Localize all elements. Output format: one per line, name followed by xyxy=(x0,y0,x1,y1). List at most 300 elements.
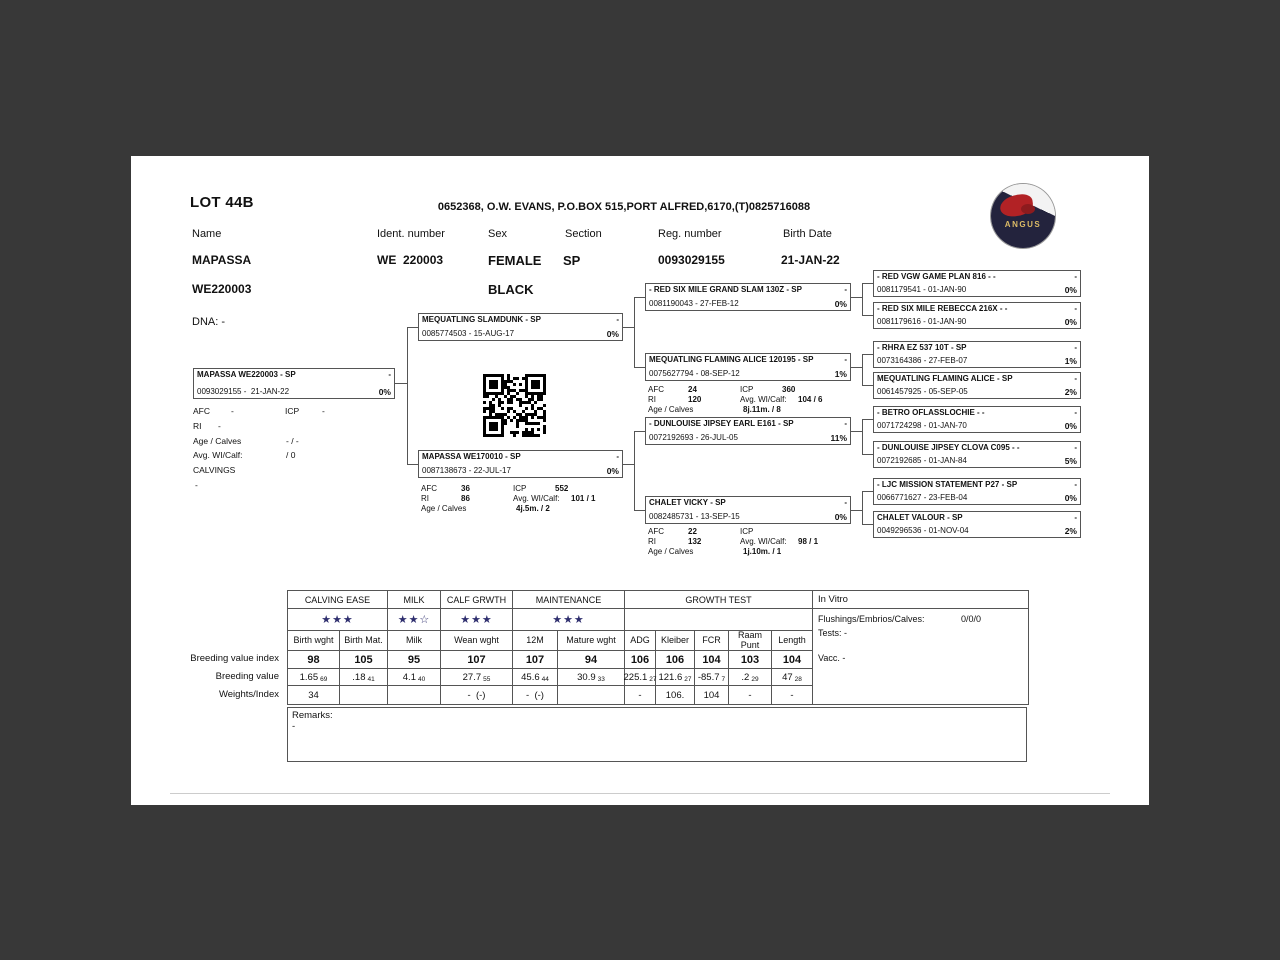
span-el: Age / Calves xyxy=(648,405,694,414)
span-el: 4.1 xyxy=(402,671,416,683)
rect-el xyxy=(516,392,519,395)
pedigree-connector xyxy=(407,464,418,465)
rect-el xyxy=(492,404,495,407)
rect-el xyxy=(525,395,528,398)
dash: - xyxy=(1074,272,1077,281)
rect-el xyxy=(483,401,486,404)
section-label: Section xyxy=(565,228,602,240)
span-el: 107 xyxy=(525,653,545,666)
box-title-row xyxy=(877,408,1077,418)
span-el: Kleiber xyxy=(660,634,689,645)
pedigree-connector xyxy=(862,491,863,524)
span-el: 36 xyxy=(461,484,470,493)
rect-el xyxy=(543,425,546,428)
rect-el xyxy=(489,404,492,407)
reg-value: 0093029155 xyxy=(658,253,725,267)
pedigree-box-ggp-3 xyxy=(873,341,1081,368)
span-el: 34 xyxy=(308,689,319,701)
flushings-line xyxy=(818,614,1023,624)
dash: - xyxy=(1074,408,1077,417)
rect-el xyxy=(531,422,534,425)
rect-el xyxy=(498,413,501,416)
box-detail-row xyxy=(877,421,1077,431)
rect-el xyxy=(534,410,537,413)
pedigree-connector xyxy=(634,510,645,511)
rect-el xyxy=(525,407,528,410)
dash: - xyxy=(1074,343,1077,352)
stars-calving-ease xyxy=(288,609,388,631)
rect-el xyxy=(525,413,528,416)
rect-el xyxy=(519,389,522,392)
birth-label: Birth Date xyxy=(783,228,832,240)
animal-name: MEQUATLING FLAMING ALICE - SP xyxy=(877,374,1013,383)
rect-el xyxy=(507,386,510,389)
breeding-value-index-cell xyxy=(513,651,558,669)
rect-el xyxy=(513,410,516,413)
span-el: RI xyxy=(648,395,656,404)
box-title-row xyxy=(197,370,391,380)
rect-el xyxy=(504,395,507,398)
rect-el xyxy=(504,386,507,389)
reg-and-date: 0072192685 - 01-JAN-84 xyxy=(877,455,967,465)
box-title-row xyxy=(649,419,847,429)
dash: - xyxy=(1074,374,1077,383)
pedigree-connector xyxy=(623,464,634,465)
pedigree-connector xyxy=(862,419,873,420)
dash: - xyxy=(616,452,619,461)
rect-el xyxy=(507,389,510,392)
dna-line: DNA: - xyxy=(192,316,225,328)
breeding-value-index-cell xyxy=(558,651,625,669)
inbreeding-percent: 0% xyxy=(1064,316,1077,327)
rect-el xyxy=(489,422,498,431)
inbreeding-percent: 0% xyxy=(1064,492,1077,503)
column-header xyxy=(340,631,388,651)
rect-el xyxy=(525,419,528,422)
rect-el xyxy=(510,419,513,422)
rect-el xyxy=(528,398,531,401)
remarks-label: Remarks: xyxy=(292,710,333,721)
pedigree-box-ggp-5 xyxy=(873,406,1081,433)
span-el: 7 xyxy=(721,675,726,683)
breeding-value-cell xyxy=(340,669,388,686)
span-el: ★★★ xyxy=(321,614,354,626)
breeding-value-index-cell xyxy=(441,651,513,669)
rect-el xyxy=(507,416,510,419)
box-title-row xyxy=(649,285,847,295)
span-el: RI xyxy=(193,420,202,431)
span-el: 1j.10m. / 1 xyxy=(743,547,782,556)
rect-el xyxy=(507,407,510,410)
rect-el xyxy=(513,383,516,386)
animal-name: - RHRA EZ 537 10T - SP xyxy=(877,343,967,352)
divider-line xyxy=(170,793,1110,794)
pedigree-connector xyxy=(395,383,407,384)
rect-el xyxy=(525,428,528,431)
span-el: 106. xyxy=(665,689,685,701)
reg-and-date: 0082485731 - 13-SEP-15 xyxy=(649,511,740,521)
rect-el xyxy=(534,413,537,416)
span-el: 44 xyxy=(541,675,549,683)
pedigree-connector xyxy=(862,419,863,454)
stat-row xyxy=(648,537,818,547)
span-el: - xyxy=(218,420,221,431)
span-el: RI xyxy=(421,494,429,503)
rect-el xyxy=(534,401,537,404)
subject-stats xyxy=(193,406,325,495)
span-el: - xyxy=(790,689,794,701)
reg-and-date: 0066771627 - 23-FEB-04 xyxy=(877,492,968,502)
rect-el xyxy=(504,413,507,416)
span-el: 120 xyxy=(688,395,702,404)
inbreeding-percent: 0% xyxy=(606,328,619,339)
rect-el xyxy=(498,404,501,407)
inbreeding-percent: 0% xyxy=(834,298,847,309)
stat-row xyxy=(193,450,325,465)
span-el: Raam Punt xyxy=(737,631,762,650)
span-el: 552 xyxy=(555,484,569,493)
breeding-value-index-cell xyxy=(656,651,695,669)
animal-name: - RED SIX MILE GRAND SLAM 130Z - SP xyxy=(649,285,802,294)
qr-code xyxy=(483,374,546,437)
span-el: 27 xyxy=(684,675,692,683)
rect-el xyxy=(522,419,525,422)
pedigree-connector xyxy=(862,354,873,355)
reg-and-date: 0071724298 - 01-JAN-70 xyxy=(877,420,967,430)
remarks-box xyxy=(287,707,1027,762)
rect-el xyxy=(540,398,543,401)
rect-el xyxy=(486,407,489,410)
rect-el xyxy=(531,413,534,416)
rect-el xyxy=(516,422,519,425)
rect-el xyxy=(516,377,519,380)
weights-index-cell xyxy=(388,686,441,704)
pedigree-connector xyxy=(851,367,862,368)
weights-index-cell xyxy=(625,686,656,704)
pedigree-connector xyxy=(862,283,873,284)
span-el: RI xyxy=(648,537,656,546)
span-el: 24 xyxy=(688,385,697,394)
breeding-value-cell xyxy=(729,669,772,686)
column-header xyxy=(513,631,558,651)
rect-el xyxy=(516,419,519,422)
pedigree-stats xyxy=(648,527,818,557)
rect-el xyxy=(528,401,531,404)
span-el: 47 xyxy=(782,671,793,683)
animal-name: MEQUATLING FLAMING ALICE 120195 - SP xyxy=(649,355,814,364)
reg-and-date: 0081179541 - 01-JAN-90 xyxy=(877,284,967,294)
stat-row xyxy=(193,421,325,436)
rect-el xyxy=(495,395,498,398)
pedigree-connector xyxy=(862,385,873,386)
pedigree-box-dam xyxy=(418,450,623,478)
span-el: -85.7 xyxy=(697,671,720,683)
stat-row xyxy=(421,494,595,504)
stat-row xyxy=(193,406,325,421)
name-label: Name xyxy=(192,228,222,240)
pedigree-connector xyxy=(862,283,863,315)
weights-index-cell xyxy=(288,686,340,704)
rect-el xyxy=(513,431,516,434)
rect-el xyxy=(510,398,513,401)
stat-row xyxy=(648,527,818,537)
span-el: 28 xyxy=(794,675,802,683)
span-el: Length xyxy=(778,634,806,645)
animal-name: MAPASSA WE220003 - SP xyxy=(197,370,296,379)
breeding-value-index-cell xyxy=(772,651,812,669)
span-el: 360 xyxy=(782,385,796,394)
rect-el xyxy=(543,413,546,416)
box-title-row xyxy=(649,498,847,508)
breeding-value-index-cell xyxy=(388,651,441,669)
span-el: FCR xyxy=(702,634,721,645)
span-el: - xyxy=(748,689,752,701)
pedigree-connector xyxy=(851,510,862,511)
tests-line: Tests: - xyxy=(818,628,848,638)
pedigree-box-ggp-4 xyxy=(873,372,1081,399)
span-el: 98 / 1 xyxy=(798,537,819,546)
rect-el xyxy=(504,383,507,386)
breeding-value-cell xyxy=(288,669,340,686)
span-el: Age / Calves xyxy=(421,504,467,513)
span-el: AFC xyxy=(648,385,664,394)
logo-text: ANGUS xyxy=(1004,220,1042,229)
animal-name: CHALET VALOUR - SP xyxy=(877,513,963,522)
span-el: AFC xyxy=(648,527,664,536)
box-detail-row xyxy=(649,299,847,309)
span-el: Flushings/Embrios/Calves: xyxy=(818,614,925,624)
rect-el xyxy=(510,389,513,392)
dash: - xyxy=(1074,304,1077,313)
stat-row xyxy=(648,405,822,415)
rect-el xyxy=(519,401,522,404)
rect-el xyxy=(540,407,543,410)
weights-index-cell xyxy=(513,686,558,704)
inbreeding-percent: 11% xyxy=(830,432,847,443)
breeding-value-cell xyxy=(441,669,513,686)
box-title-row xyxy=(422,315,619,325)
dash: - xyxy=(1074,480,1077,489)
column-header xyxy=(388,631,441,651)
span-el: 95 xyxy=(407,653,421,666)
column-header xyxy=(558,631,625,651)
rect-el xyxy=(537,407,540,410)
rect-el xyxy=(519,419,522,422)
rect-el xyxy=(489,410,492,413)
rect-el xyxy=(510,395,513,398)
rect-el xyxy=(537,416,540,419)
breeding-value-cell xyxy=(558,669,625,686)
reg-and-date: 0093029155 - 21-JAN-22 xyxy=(197,386,290,396)
rect-el xyxy=(519,404,522,407)
rect-el xyxy=(498,401,501,404)
rect-el xyxy=(531,434,534,437)
rect-el xyxy=(492,410,495,413)
animal-name: MEQUATLING SLAMDUNK - SP xyxy=(422,315,541,324)
section-value: SP xyxy=(563,253,581,268)
pedigree-connector xyxy=(407,327,418,328)
in-vitro-panel xyxy=(812,591,1028,704)
span-el: 4j.5m. / 2 xyxy=(516,504,550,513)
rect-el xyxy=(525,434,528,437)
stat-row xyxy=(193,436,325,451)
rect-el xyxy=(537,428,540,431)
inbreeding-percent: 5% xyxy=(1064,455,1077,466)
stars-maintenance xyxy=(513,609,625,631)
pedigree-connector xyxy=(862,315,873,316)
rect-el xyxy=(537,434,540,437)
rect-el xyxy=(525,422,528,425)
group-maintenance xyxy=(513,591,625,609)
span-el: ★★★ xyxy=(552,614,585,626)
rect-el xyxy=(513,389,516,392)
inbreeding-percent: 1% xyxy=(1064,355,1077,366)
rect-el xyxy=(507,410,510,413)
box-detail-row xyxy=(877,493,1077,503)
pedigree-connector xyxy=(634,297,645,298)
herd-id-value: WE220003 xyxy=(192,282,252,296)
column-header xyxy=(656,631,695,651)
group-calf-growth xyxy=(441,591,513,609)
rect-el xyxy=(525,416,528,419)
inbreeding-percent: 2% xyxy=(1064,525,1077,536)
rect-el xyxy=(537,422,540,425)
span-el: - xyxy=(322,406,325,416)
stat-row xyxy=(193,480,325,495)
pedigree-stats xyxy=(648,385,822,415)
rect-el xyxy=(513,395,516,398)
span-el: Age / Calves xyxy=(193,435,242,446)
column-header xyxy=(441,631,513,651)
animal-name: - DUNLOUISE JIPSEY EARL E161 - SP xyxy=(649,419,794,428)
rect-el xyxy=(501,401,504,404)
stars-milk xyxy=(388,609,441,631)
span-el: 106 xyxy=(665,653,685,666)
animal-name: - BETRO OFLASSLOCHIE - - xyxy=(877,408,985,417)
breeding-value-cell xyxy=(772,669,812,686)
rect-el xyxy=(531,404,534,407)
rect-el xyxy=(528,434,531,437)
dash: - xyxy=(616,315,619,324)
rect-el xyxy=(525,401,528,404)
rect-el xyxy=(483,395,486,398)
span-el: Milk xyxy=(406,634,422,645)
pedigree-box-paternal-granddam xyxy=(645,353,851,381)
rect-el xyxy=(492,407,495,410)
span-el: 0/0/0 xyxy=(961,614,982,624)
name-value: MAPASSA xyxy=(192,253,252,267)
stat-row xyxy=(193,465,325,480)
sex-value: FEMALE xyxy=(488,253,542,268)
reg-label: Reg. number xyxy=(658,228,722,240)
rect-el xyxy=(531,416,534,419)
pedigree-box-ggp-8 xyxy=(873,511,1081,538)
stat-row xyxy=(648,385,822,395)
reg-and-date: 0087138673 - 22-JUL-17 xyxy=(422,465,511,475)
breeding-value-index-cell xyxy=(729,651,772,669)
span-el: ICP xyxy=(513,484,527,493)
remarks-value: - xyxy=(292,721,296,732)
span-el: ICP xyxy=(740,527,754,536)
span-el: CALVINGS xyxy=(193,465,236,476)
pedigree-connector xyxy=(634,431,645,432)
rect-el xyxy=(531,380,540,389)
reg-and-date: 0049296536 - 01-NOV-04 xyxy=(877,525,969,535)
inbreeding-percent: 0% xyxy=(834,511,847,522)
colour-value: BLACK xyxy=(488,282,534,297)
breeding-value-cell xyxy=(695,669,729,686)
breeding-value-index-cell xyxy=(625,651,656,669)
pedigree-box-maternal-grandsire xyxy=(645,417,851,445)
row-label-breeding-value-index: Breeding value index xyxy=(190,653,279,664)
rect-el xyxy=(489,413,492,416)
column-header xyxy=(695,631,729,651)
span-el: ADG xyxy=(630,634,650,645)
span-el: 86 xyxy=(461,494,470,503)
box-detail-row xyxy=(877,356,1077,366)
dash: - xyxy=(1074,513,1077,522)
span-el: CALVING EASE xyxy=(304,594,371,605)
stars-calf-growth xyxy=(441,609,513,631)
rect-el xyxy=(516,398,519,401)
rect-el xyxy=(516,425,519,428)
span-el: - xyxy=(195,479,198,490)
column-header xyxy=(288,631,340,651)
span-el: ★★★ xyxy=(460,614,493,626)
span-el: Avg. WI/Calf: xyxy=(193,450,243,461)
box-title-row xyxy=(649,355,847,365)
span-el: 225.1 xyxy=(623,671,648,683)
weights-index-cell xyxy=(340,686,388,704)
span-el: 45.6 xyxy=(521,671,540,683)
vacc-line: Vacc. - xyxy=(818,653,846,663)
sex-label: Sex xyxy=(488,228,507,240)
rect-el xyxy=(519,416,522,419)
pedigree-connector xyxy=(634,297,635,367)
span-el: 40 xyxy=(417,675,426,683)
dash: - xyxy=(844,285,847,294)
box-detail-row xyxy=(649,433,847,443)
span-el: - xyxy=(638,689,642,701)
span-el: 29 xyxy=(751,675,759,683)
rect-el xyxy=(510,431,513,434)
span-el: - (-) xyxy=(467,689,486,701)
group-calving-ease xyxy=(288,591,388,609)
rect-el xyxy=(531,428,534,431)
owner-contact-line: 0652368, O.W. EVANS, P.O.BOX 515,PORT ALFRED,6170,(T)0825716088 xyxy=(437,201,811,213)
pedigree-box-sire xyxy=(418,313,623,341)
pedigree-box-maternal-granddam xyxy=(645,496,851,524)
rect-el xyxy=(543,404,546,407)
rect-el xyxy=(543,428,546,431)
reg-and-date: 0085774503 - 15-AUG-17 xyxy=(422,328,515,338)
box-title-row xyxy=(877,443,1077,453)
inbreeding-percent: 0% xyxy=(378,386,391,397)
span-el: 104 xyxy=(702,653,721,666)
rect-el xyxy=(531,395,534,398)
dash: - xyxy=(1074,443,1077,452)
pedigree-box-ggp-6 xyxy=(873,441,1081,468)
span-el: Age / Calves xyxy=(648,547,694,556)
span-el: Avg. WI/Calf: xyxy=(740,395,787,404)
rect-el xyxy=(513,434,516,437)
span-el: 103 xyxy=(740,653,760,666)
row-label-breeding-value: Breeding value xyxy=(215,671,279,682)
box-title-row xyxy=(877,480,1077,490)
breeding-value-cell xyxy=(513,669,558,686)
pedigree-connector xyxy=(851,297,862,298)
span-el: - / - xyxy=(286,435,299,446)
